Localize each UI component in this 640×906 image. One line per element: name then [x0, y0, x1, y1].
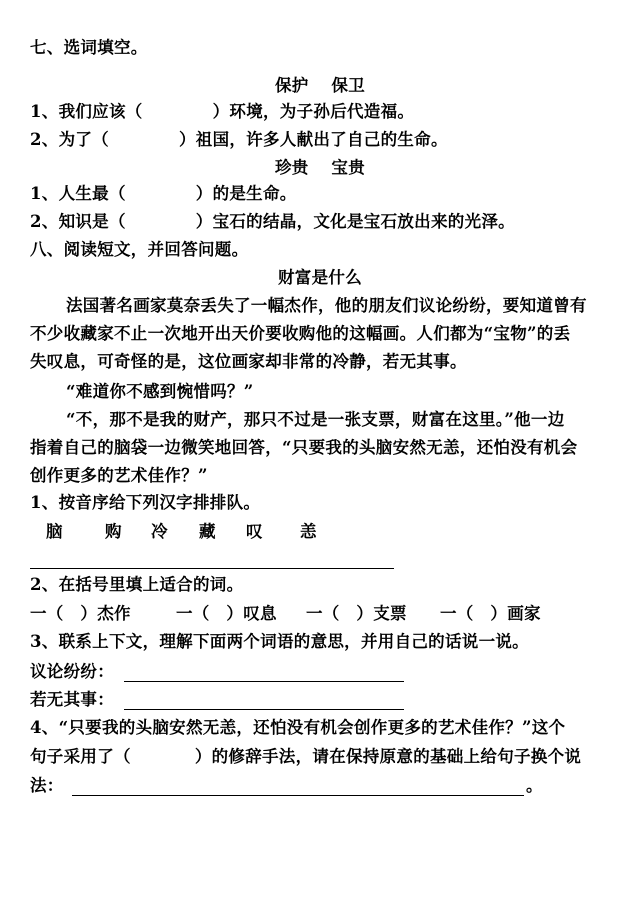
- measure-word-item[interactable]: 一（ ）杰作: [30, 604, 131, 623]
- passage-line: “不，那不是我的财产，那只不过是一张支票，财富在这里。”他一边: [66, 410, 565, 429]
- measure-word-item[interactable]: 一（ ）叹息: [176, 604, 277, 623]
- section8-title: 八、阅读短文，并回答问题。: [30, 240, 249, 259]
- character-list: [46, 520, 317, 544]
- character: 冷: [151, 522, 168, 541]
- question-prefix: 句子采用了（: [30, 747, 131, 766]
- question-suffix: ）的是生命。: [195, 184, 297, 203]
- question-suffix: ）祖国，许多人献出了自己的生命。: [178, 130, 448, 149]
- term-label: 若无其事：: [30, 690, 114, 709]
- passage-line: “难道你不感到惋惜吗？”: [66, 382, 254, 401]
- passage-line: 创作更多的艺术佳作？”: [30, 466, 208, 485]
- question-4-line: 4、“只要我的头脑安然无恙，还怕没有机会创作更多的艺术佳作？”这个: [30, 718, 566, 737]
- answer-line[interactable]: [124, 681, 404, 682]
- character: 叹: [246, 522, 263, 541]
- question-suffix: ）环境，为子孙后代造福。: [212, 102, 415, 121]
- question-suffix: ）宝石的结晶，文化是宝石放出来的光泽。: [195, 212, 515, 231]
- question-prefix: 1、我们应该（: [30, 102, 143, 121]
- sentence-end-mark: 。: [526, 776, 543, 795]
- question-4-line: [30, 745, 581, 769]
- answer-line[interactable]: [124, 709, 404, 710]
- word-choices-2: 珍贵 宝贵: [274, 158, 366, 177]
- question-4-answer-label: 法：: [30, 776, 64, 795]
- passage-line: 法国著名画家莫奈丢失了一幅杰作，他的朋友们议论纷纷，要知道曾有: [66, 296, 587, 315]
- term-label: 议论纷纷：: [30, 662, 114, 681]
- word-choices-1: 保护 保卫: [274, 76, 366, 95]
- fill-question-1-2: [30, 128, 448, 152]
- passage-title: 财富是什么: [278, 268, 362, 287]
- question-3-prompt: 3、联系上下文，理解下面两个词语的意思，并用自己的话说一说。: [30, 632, 529, 651]
- measure-word-item[interactable]: 一（ ）画家: [440, 604, 541, 623]
- character: 恙: [300, 522, 317, 541]
- fill-question-1-1: [30, 100, 414, 124]
- measure-word-item[interactable]: 一（ ）支票: [306, 604, 407, 623]
- question-suffix: ）的修辞手法，请在保持原意的基础上给句子换个说: [194, 747, 582, 766]
- section7-title: 七、选词填空。: [30, 38, 148, 57]
- fill-question-2-1: [30, 182, 297, 206]
- question-prefix: 1、人生最（: [30, 184, 126, 203]
- question-prefix: 2、知识是（: [30, 212, 126, 231]
- passage-line: 失叹息，可奇怪的是，这位画家却非常的冷静，若无其事。: [30, 352, 467, 371]
- answer-line[interactable]: [30, 568, 394, 569]
- character: 脑: [46, 522, 63, 541]
- character: 购: [105, 522, 122, 541]
- passage-line: 指着自己的脑袋一边微笑地回答，“只要我的头脑安然无恙，还怕没有机会: [30, 438, 578, 457]
- question-1-prompt: 1、按音序给下列汉字排排队。: [30, 493, 261, 512]
- question-2-prompt: 2、在括号里填上适合的词。: [30, 575, 244, 594]
- question-prefix: 2、为了（: [30, 130, 109, 149]
- character: 藏: [199, 522, 216, 541]
- passage-line: 不少收藏家不止一次地开出天价要收购他的这幅画。人们都为“宝物”的丢: [30, 324, 571, 343]
- answer-line[interactable]: [72, 795, 524, 796]
- fill-question-2-2: [30, 210, 515, 234]
